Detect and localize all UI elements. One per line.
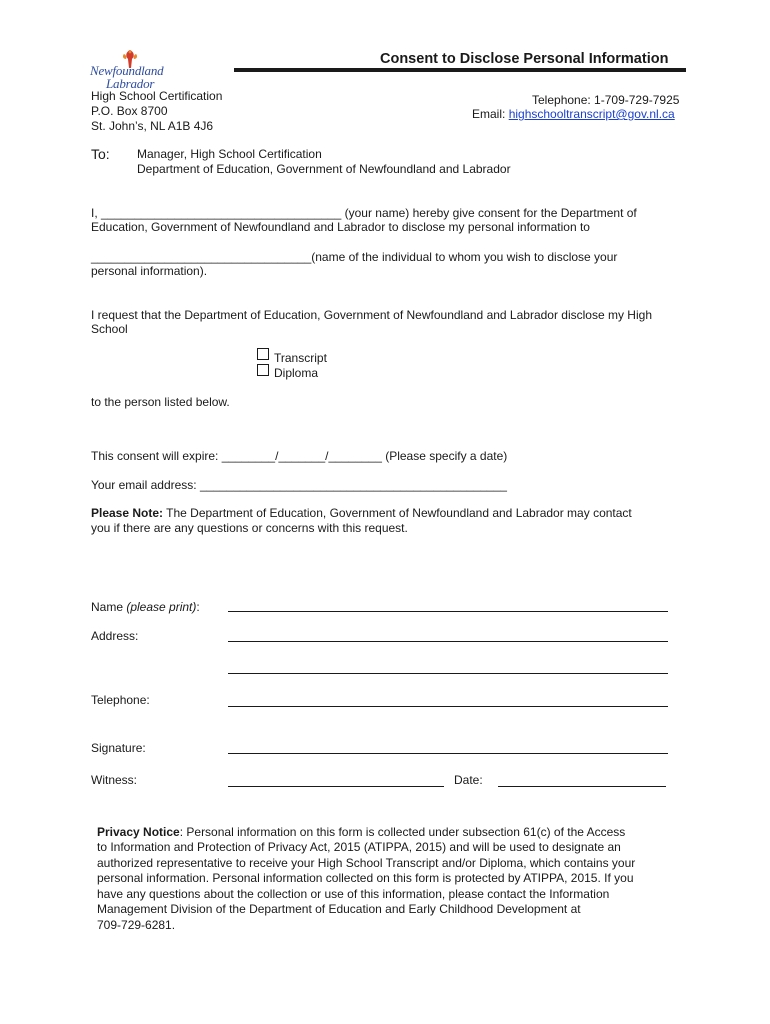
logo-text-newfoundland: Newfoundland bbox=[90, 63, 164, 78]
diploma-option-label: Diploma bbox=[274, 366, 319, 380]
date-label: Date: bbox=[454, 773, 483, 787]
expiry-date-field[interactable]: This consent will expire: ________/_______/________ (Please specify a date) bbox=[91, 449, 508, 463]
privacy-notice bbox=[97, 825, 625, 840]
witness-field[interactable] bbox=[228, 786, 444, 787]
name-label-hint: (please print) bbox=[126, 600, 197, 614]
privacy-line-2: to Information and Protection of Privacy Act, 2015 (ATIPPA, 2015) and will be used to designate an bbox=[97, 840, 621, 854]
email-contact bbox=[472, 107, 675, 122]
to-department: Department of Education, Government of Newfoundland and Labrador bbox=[137, 162, 511, 176]
consent-line-4: personal information). bbox=[91, 264, 208, 278]
please-note-text: The Department of Education, Government of Newfoundland and Labrador may contact bbox=[163, 506, 632, 520]
transcript-checkbox[interactable] bbox=[257, 348, 269, 360]
address-field-line-1[interactable] bbox=[228, 641, 668, 642]
transcript-option-label: Transcript bbox=[274, 351, 327, 365]
email-link[interactable]: highschooltranscript@gov.nl.ca bbox=[508, 107, 675, 121]
government-logo bbox=[90, 48, 170, 90]
request-line-2: School bbox=[91, 322, 128, 336]
name-field[interactable] bbox=[228, 611, 668, 612]
signature-label: Signature: bbox=[91, 741, 146, 755]
office-po-box: P.O. Box 8700 bbox=[91, 104, 168, 118]
privacy-line-5: have any questions about the collection or use of this information, please contact the Information bbox=[97, 887, 610, 901]
consent-line-3: _________________________________(name of the individual to whom you wish to disclose your bbox=[91, 250, 618, 264]
name-label-colon: : bbox=[196, 600, 200, 614]
request-after: to the person listed below. bbox=[91, 395, 230, 409]
to-recipient: Manager, High School Certification bbox=[137, 147, 322, 161]
office-name: High School Certification bbox=[91, 89, 223, 103]
privacy-line-1: : Personal information on this form is collected under subsection 61(c) of the Access bbox=[179, 825, 626, 839]
address-field-line-2[interactable] bbox=[228, 673, 668, 674]
consent-line-1: I, ____________________________________ (your name) hereby give consent for the Department of bbox=[91, 206, 637, 220]
title-rule bbox=[234, 68, 686, 72]
privacy-line-6: Management Division of the Department of Education and Early Childhood Development at bbox=[97, 902, 581, 916]
please-note-label: Please Note: bbox=[91, 506, 164, 520]
address-label: Address: bbox=[91, 629, 139, 643]
please-note bbox=[91, 506, 632, 521]
privacy-line-7: 709-729-6281. bbox=[97, 918, 176, 932]
name-label bbox=[91, 600, 200, 615]
witness-label: Witness: bbox=[91, 773, 138, 787]
email-label: Email: bbox=[472, 107, 509, 121]
telephone-contact: Telephone: 1-709-729-7925 bbox=[532, 93, 680, 107]
email-address-field[interactable]: Your email address: ______________________________________________ bbox=[91, 478, 507, 492]
privacy-notice-label: Privacy Notice bbox=[97, 825, 180, 839]
form-title: Consent to Disclose Personal Information bbox=[380, 51, 669, 67]
request-line-1: I request that the Department of Education, Government of Newfoundland and Labrador disclose my High bbox=[91, 308, 652, 322]
please-note-line-2: you if there are any questions or concerns with this request. bbox=[91, 521, 408, 535]
telephone-label: Telephone: bbox=[91, 693, 150, 707]
signature-field[interactable] bbox=[228, 753, 668, 754]
to-label: To: bbox=[91, 146, 110, 162]
telephone-field[interactable] bbox=[228, 706, 668, 707]
office-city: St. John’s, NL A1B 4J6 bbox=[91, 119, 214, 133]
date-field[interactable] bbox=[498, 786, 666, 787]
name-label-text: Name bbox=[91, 600, 127, 614]
consent-line-2: Education, Government of Newfoundland and Labrador to disclose my personal information to bbox=[91, 220, 590, 234]
logo-text-labrador: Labrador bbox=[106, 76, 155, 91]
diploma-checkbox[interactable] bbox=[257, 364, 269, 376]
privacy-line-4: personal information. Personal information collected on this form is protected by ATIPPA, 2015. If you bbox=[97, 871, 634, 885]
privacy-line-3: authorized representative to receive your High School Transcript and/or Diploma, which contains your bbox=[97, 856, 636, 870]
